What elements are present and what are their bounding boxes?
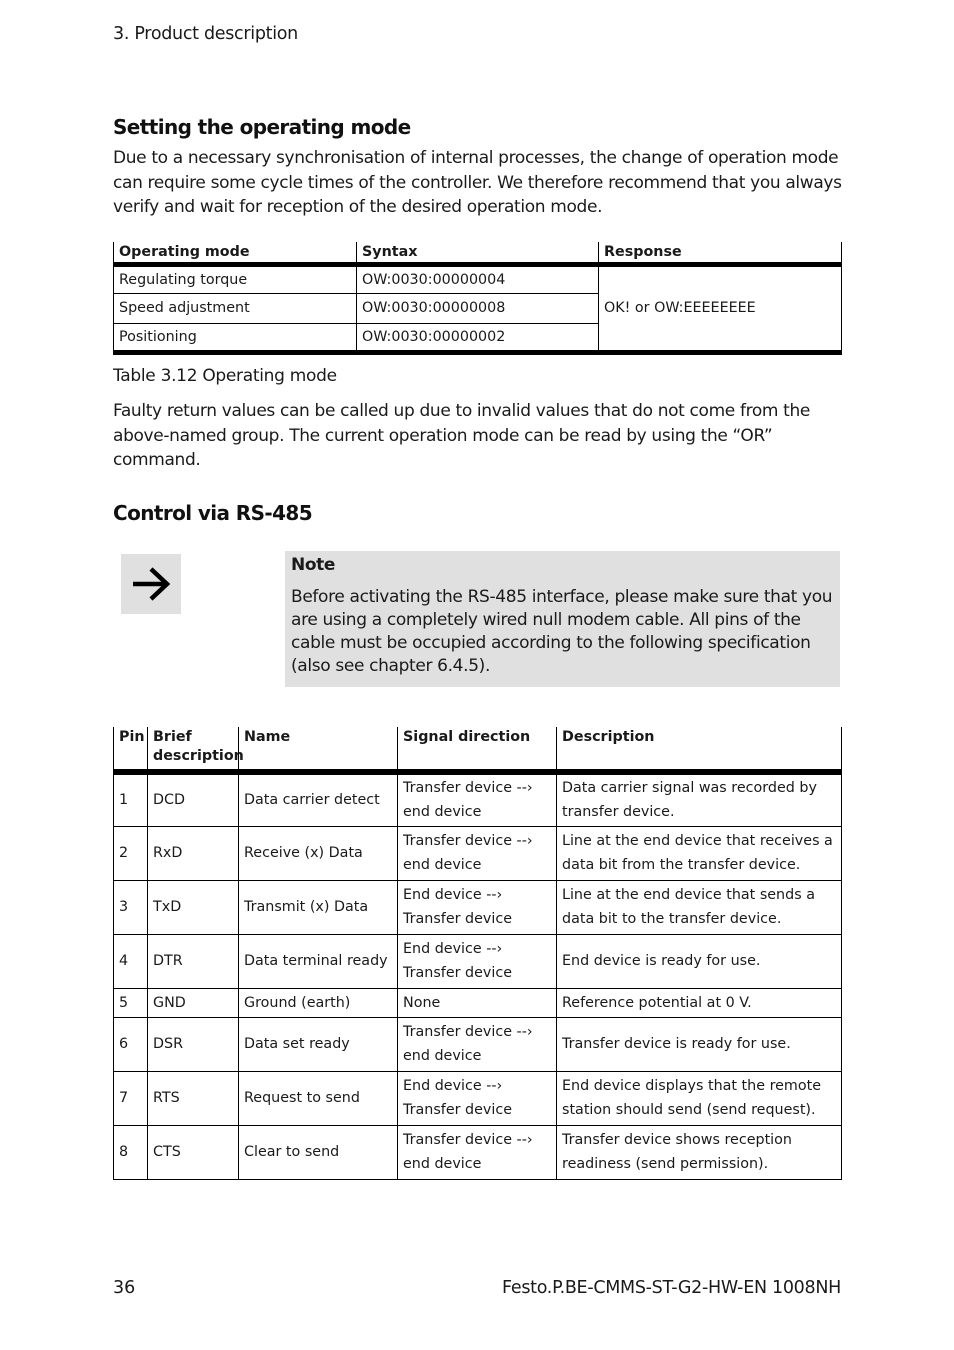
cell-name: Request to send: [239, 1071, 398, 1125]
column-header: Brief description: [148, 727, 239, 772]
note-text: Before activating the RS-485 interface, please make sure that you are using a completely wired null modem cable. All pins of the cable must be occupied according to the following specification (also see chapter 6.4.5).: [291, 587, 833, 676]
cell-name: Receive (x) Data: [239, 826, 398, 880]
cell-description: Reference potential at 0 V.: [557, 988, 842, 1017]
column-header: Response: [599, 242, 842, 264]
note-title: Note: [291, 555, 335, 575]
table-row: [114, 934, 842, 988]
cell-direction: Transfer device --› end device: [398, 772, 557, 826]
cell-pin: 2: [114, 826, 148, 880]
column-header: Pin: [114, 727, 148, 772]
running-header: 3. Product description: [113, 24, 298, 44]
table-row: [114, 1017, 842, 1071]
cell-description: Line at the end device that sends a data bit to the transfer device.: [557, 880, 842, 934]
cell-description: End device is ready for use.: [557, 934, 842, 988]
cell-direction: Transfer device --› end device: [398, 826, 557, 880]
document-id: Festo.P.BE-CMMS-ST-G2-HW-EN 1008NH: [502, 1278, 841, 1298]
cell-pin: 3: [114, 880, 148, 934]
table-row: [114, 880, 842, 934]
cell-pin: 1: [114, 772, 148, 826]
cell-direction: End device --› Transfer device: [398, 1071, 557, 1125]
cell-direction: End device --› Transfer device: [398, 880, 557, 934]
faulty-values-paragraph: Faulty return values can be called up due to invalid values that do not come from the above-named group. The current operation mode can be read by using the “OR” command.: [113, 401, 811, 470]
intro-paragraph: Due to a necessary synchronisation of internal processes, the change of operation mode can require some cycle times of the controller. We therefore recommend that you always verify and wait for reception of the desired operation mode.: [113, 148, 842, 217]
column-header: Description: [557, 727, 842, 772]
cell-description: End device displays that the remote station should send (send request).: [557, 1071, 842, 1125]
cell-description: Line at the end device that receives a data bit from the transfer device.: [557, 826, 842, 880]
cell-direction: End device --› Transfer device: [398, 934, 557, 988]
cell-brief: DCD: [148, 772, 239, 826]
page-number: 36: [113, 1278, 136, 1298]
cell-brief: GND: [148, 988, 239, 1017]
table-caption: Table 3.12 Operating mode: [113, 366, 337, 386]
cell-pin: 4: [114, 934, 148, 988]
cell-direction: Transfer device --› end device: [398, 1017, 557, 1071]
cell-description: Transfer device is ready for use.: [557, 1017, 842, 1071]
table-row: [114, 1125, 842, 1179]
column-header: Name: [239, 727, 398, 772]
column-header: Signal direction: [398, 727, 557, 772]
table-row: [114, 772, 842, 826]
section-title-operating-mode: Setting the operating mode: [113, 115, 411, 139]
table-cell-mode: Speed adjustment: [114, 294, 357, 324]
cell-brief: CTS: [148, 1125, 239, 1179]
cell-brief: DTR: [148, 934, 239, 988]
cell-brief: TxD: [148, 880, 239, 934]
column-header: Operating mode: [114, 242, 357, 264]
table-header-row: [114, 242, 842, 264]
table-cell-syntax: OW:0030:00000008: [357, 294, 599, 324]
cell-brief: RxD: [148, 826, 239, 880]
cell-pin: 7: [114, 1071, 148, 1125]
note-box: [285, 551, 840, 687]
cell-brief: DSR: [148, 1017, 239, 1071]
operating-mode-table: [113, 242, 842, 355]
table-row: [114, 264, 842, 294]
cell-name: Ground (earth): [239, 988, 398, 1017]
cell-name: Data carrier detect: [239, 772, 398, 826]
cell-direction: None: [398, 988, 557, 1017]
cell-brief: RTS: [148, 1071, 239, 1125]
cell-direction: Transfer device --› end device: [398, 1125, 557, 1179]
column-header: Syntax: [357, 242, 599, 264]
cell-pin: 6: [114, 1017, 148, 1071]
table-cell-response: OK! or OW:EEEEEEEE: [599, 264, 842, 353]
note-icon-box: [121, 554, 181, 614]
cell-name: Transmit (x) Data: [239, 880, 398, 934]
rs485-pin-table: [113, 727, 842, 1180]
section-title-rs485: Control via RS-485: [113, 501, 313, 525]
table-cell-mode: Positioning: [114, 323, 357, 353]
table-cell-mode: Regulating torque: [114, 264, 357, 294]
cell-description: Data carrier signal was recorded by transfer device.: [557, 772, 842, 826]
cell-description: Transfer device shows reception readiness (send permission).: [557, 1125, 842, 1179]
cell-name: Data terminal ready: [239, 934, 398, 988]
table-row: [114, 988, 842, 1017]
arrow-right-icon: [129, 566, 173, 602]
table-row: [114, 826, 842, 880]
cell-pin: 5: [114, 988, 148, 1017]
table-header-row: [114, 727, 842, 772]
cell-name: Data set ready: [239, 1017, 398, 1071]
cell-name: Clear to send: [239, 1125, 398, 1179]
table-cell-syntax: OW:0030:00000002: [357, 323, 599, 353]
table-row: [114, 1071, 842, 1125]
table-cell-syntax: OW:0030:00000004: [357, 264, 599, 294]
cell-pin: 8: [114, 1125, 148, 1179]
